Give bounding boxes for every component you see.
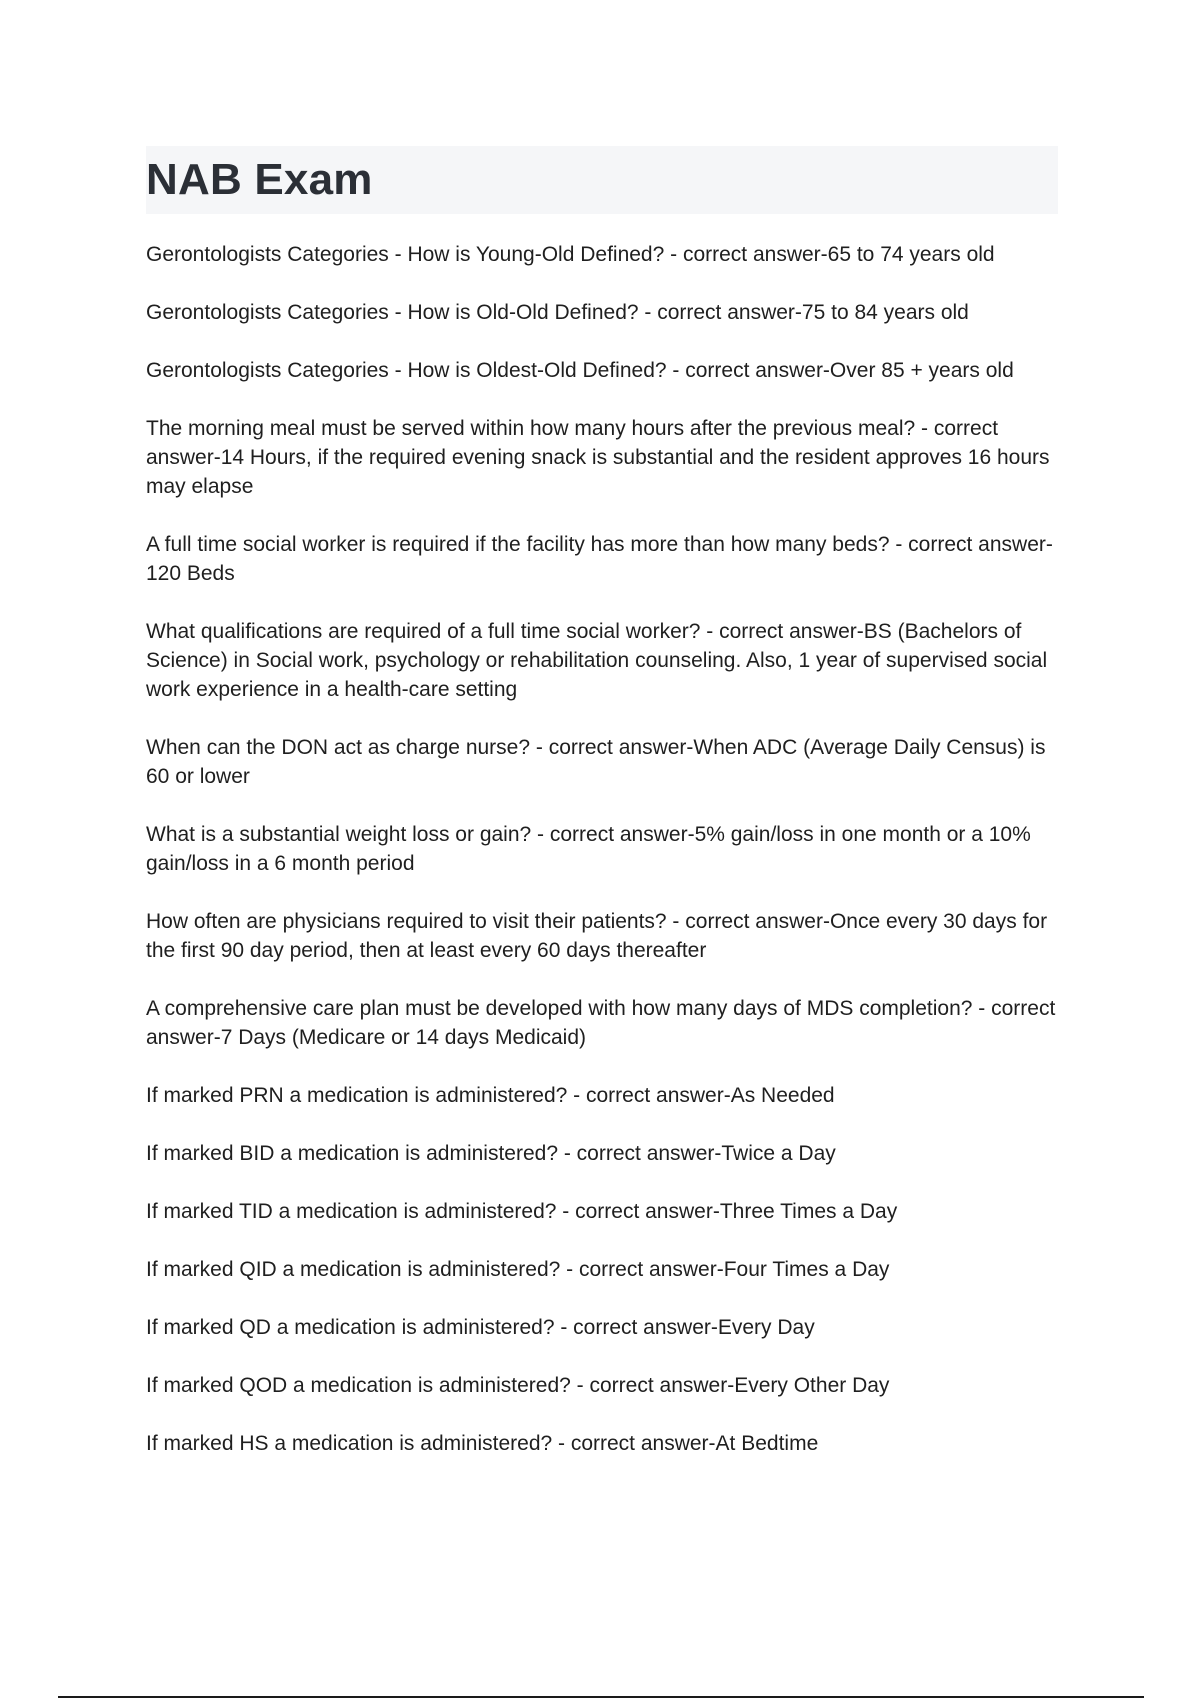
qa-item: Gerontologists Categories - How is Young-Old Defined? - correct answer-65 to 74 years old [146, 243, 995, 266]
qa-item: What qualifications are required of a full time social worker? - correct answer-BS (Bachelors of Science) in Social work, psychology or rehabilitation counseling. Also, 1 year of supervised social work experience in a health-care setting [146, 620, 1048, 701]
qa-item: If marked QID a medication is administered? - correct answer-Four Times a Day [146, 1258, 890, 1281]
qa-item: If marked HS a medication is administered? - correct answer-At Bedtime [146, 1432, 819, 1455]
qa-item: When can the DON act as charge nurse? - correct answer-When ADC (Average Daily Census) is 60 or lower [146, 736, 1046, 788]
qa-item: Gerontologists Categories - How is Oldest-Old Defined? - correct answer-Over 85 + years old [146, 359, 1014, 382]
qa-item: If marked PRN a medication is administered? - correct answer-As Needed [146, 1084, 835, 1107]
qa-item: A full time social worker is required if the facility has more than how many beds? - correct answer-120 Beds [146, 533, 1053, 585]
qa-item: If marked BID a medication is administered? - correct answer-Twice a Day [146, 1142, 836, 1165]
qa-item: The morning meal must be served within how many hours after the previous meal? - correct answer-14 Hours, if the required evening snack is substantial and the resident approves 16 hours may elapse [146, 417, 1050, 498]
qa-item: A comprehensive care plan must be developed with how many days of MDS completion? - correct answer-7 Days (Medicare or 14 days Medicaid) [146, 997, 1056, 1049]
qa-item: If marked TID a medication is administered? - correct answer-Three Times a Day [146, 1200, 898, 1223]
qa-item: What is a substantial weight loss or gain? - correct answer-5% gain/loss in one month or a 10% gain/loss in a 6 month period [146, 823, 1031, 875]
qa-item: If marked QOD a medication is administered? - correct answer-Every Other Day [146, 1374, 890, 1397]
title-band [146, 146, 1058, 214]
qa-list [146, 240, 1058, 1458]
qa-item: How often are physicians required to visit their patients? - correct answer-Once every 30 days for the first 90 day period, then at least every 60 days thereafter [146, 910, 1048, 962]
document-page [146, 146, 1058, 1487]
qa-item: If marked QD a medication is administered? - correct answer-Every Day [146, 1316, 815, 1339]
footer-divider [58, 1696, 1144, 1698]
page-title: NAB Exam [146, 155, 373, 204]
qa-item: Gerontologists Categories - How is Old-Old Defined? - correct answer-75 to 84 years old [146, 301, 969, 324]
